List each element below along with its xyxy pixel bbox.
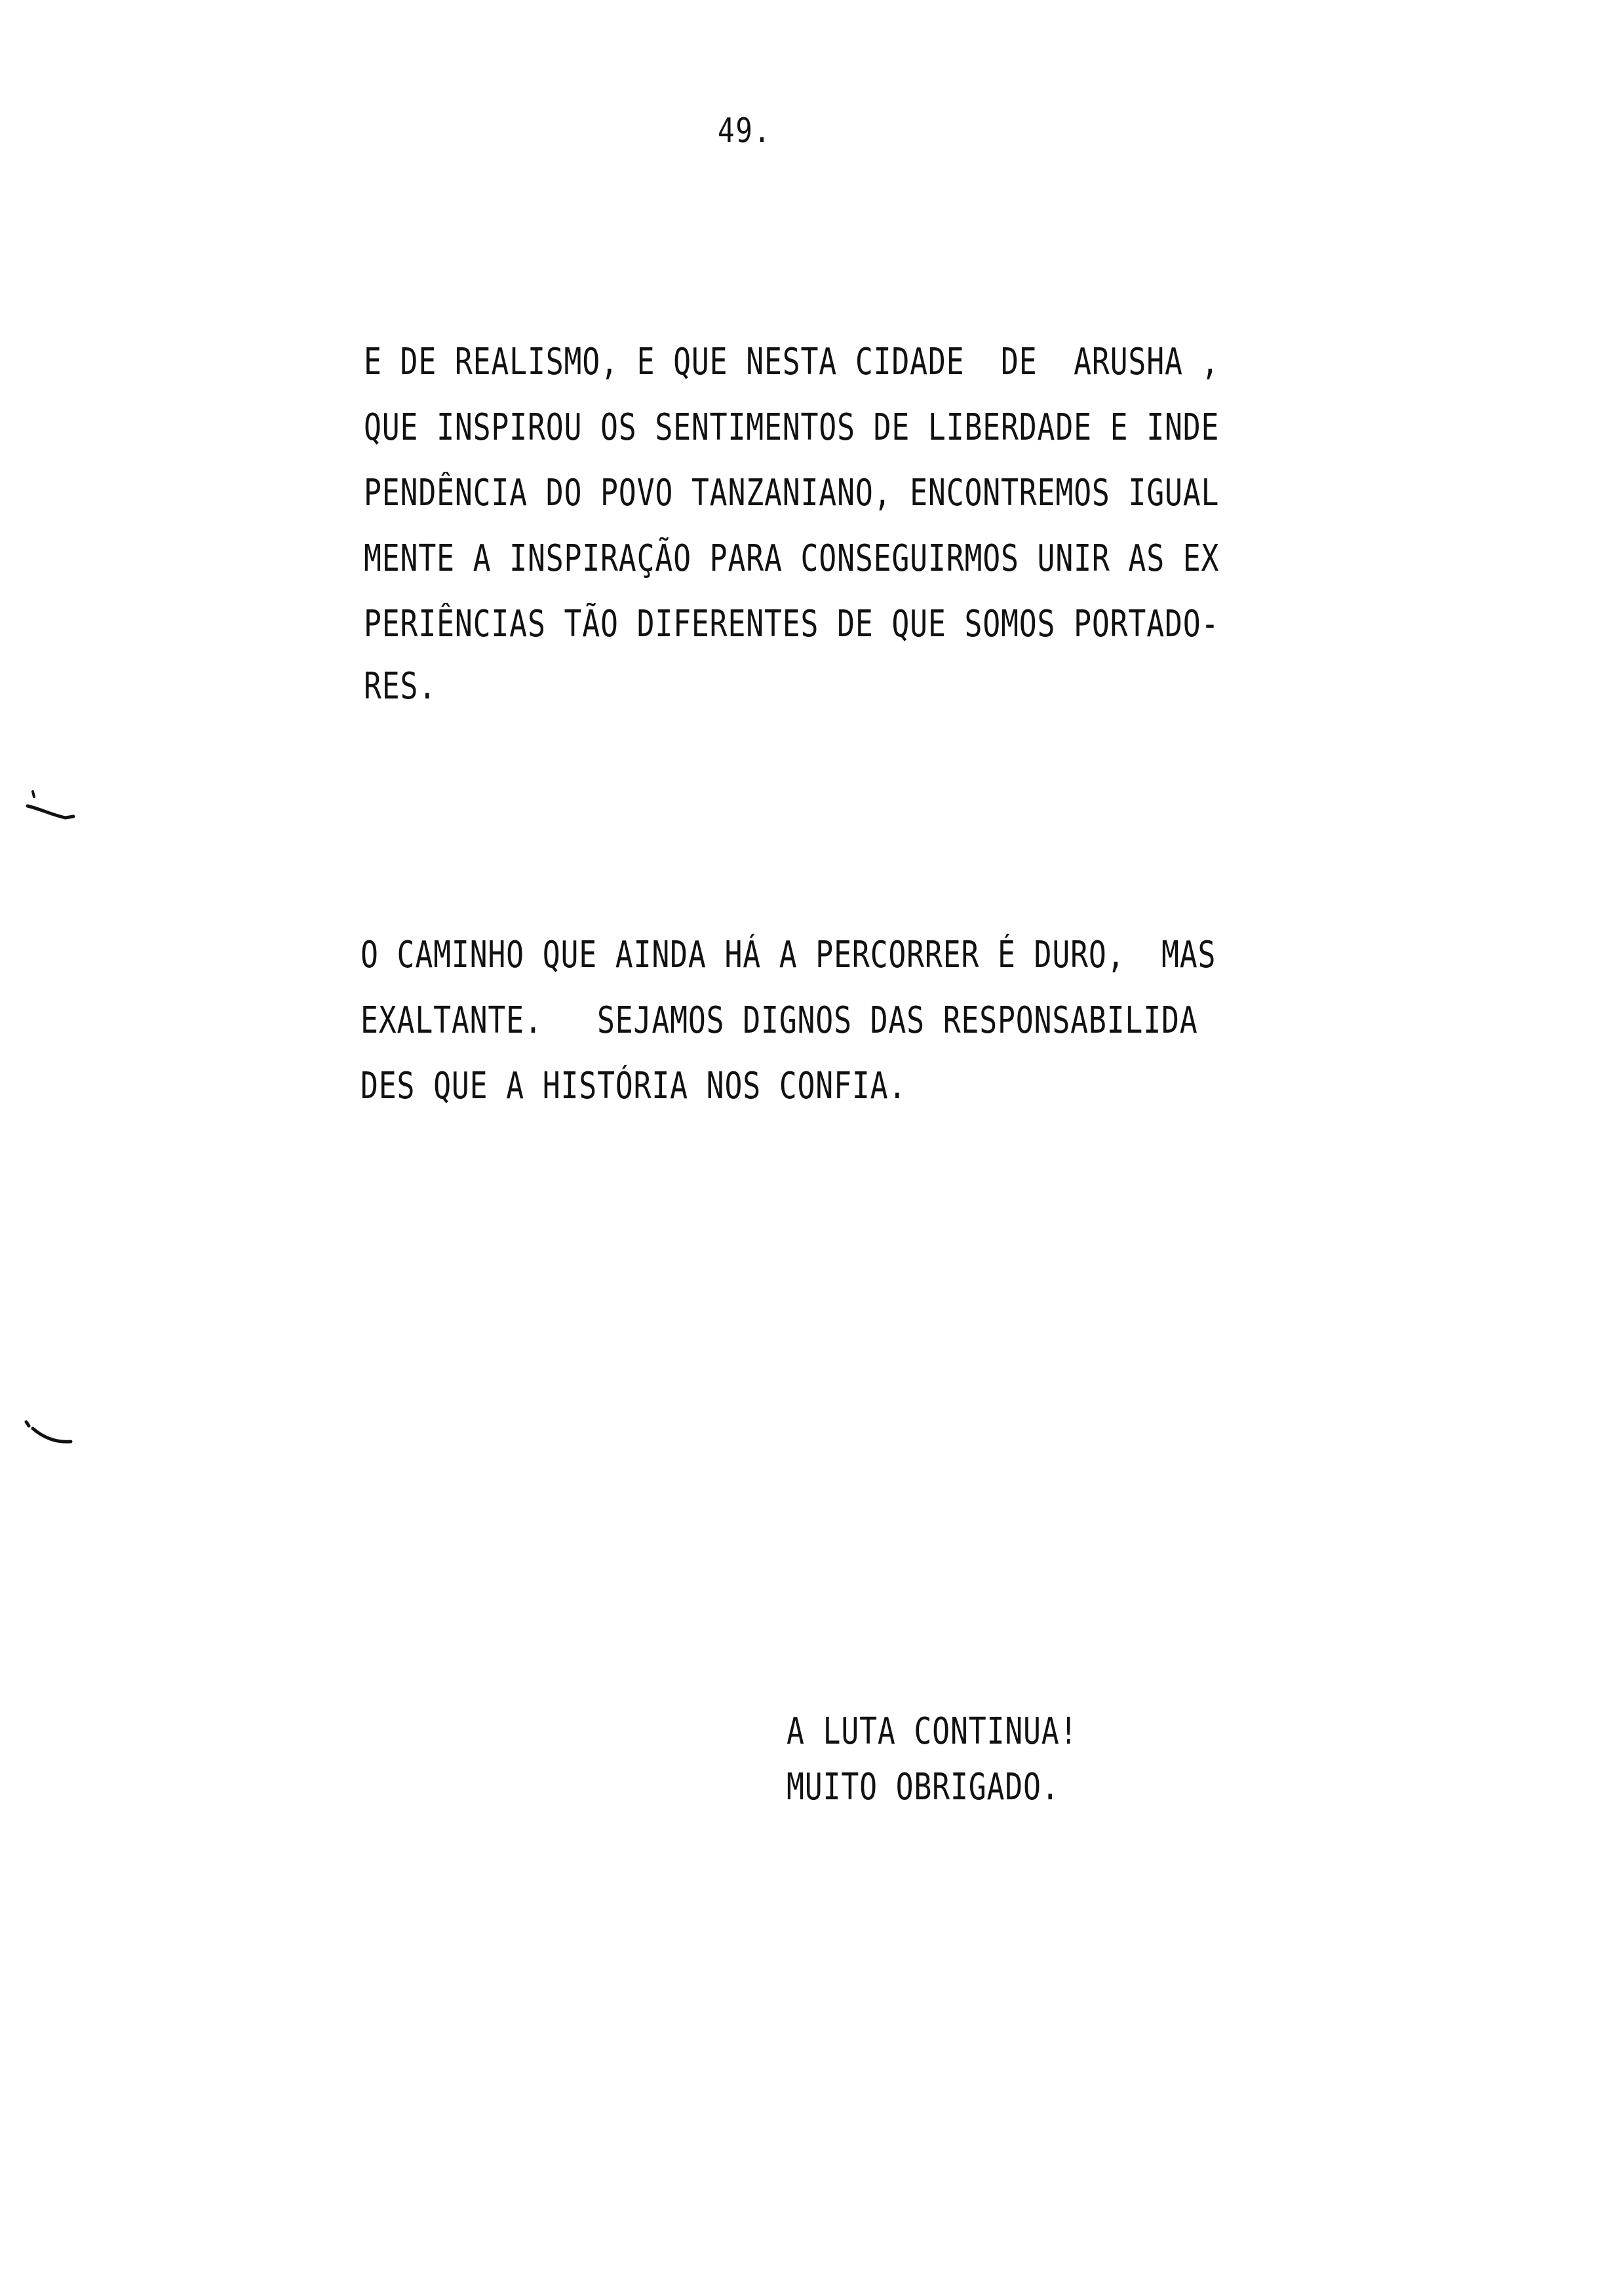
closing-line: MUITO OBRIGADO. <box>787 1766 1060 1808</box>
paragraph-line: PERIÊNCIAS TÃO DIFERENTES DE QUE SOMOS PORTADO- <box>364 603 1220 645</box>
paragraph-line: EXALTANTE. SEJAMOS DIGNOS DAS RESPONSABILIDA <box>360 999 1198 1042</box>
closing-line: A LUTA CONTINUA! <box>787 1710 1078 1753</box>
paragraph-line: E DE REALISMO, E QUE NESTA CIDADE DE ARUSHA , <box>364 341 1220 383</box>
paragraph-line: DES QUE A HISTÓRIA NOS CONFIA. <box>360 1065 907 1107</box>
paragraph-line: RES. <box>364 665 437 708</box>
paragraph-line: PENDÊNCIA DO POVO TANZANIANO, ENCONTREMOS IGUAL <box>364 472 1220 514</box>
paragraph-line: QUE INSPIROU OS SENTIMENTOS DE LIBERDADE E INDE <box>364 406 1220 449</box>
margin-mark-icon <box>20 1409 79 1448</box>
margin-mark-icon <box>20 786 79 826</box>
paragraph-line: O CAMINHO QUE AINDA HÁ A PERCORRER É DURO, MAS <box>360 934 1216 976</box>
paragraph-line: MENTE A INSPIRAÇÃO PARA CONSEGUIRMOS UNIR AS EX <box>364 537 1220 580</box>
page-number: 49. <box>718 111 771 151</box>
